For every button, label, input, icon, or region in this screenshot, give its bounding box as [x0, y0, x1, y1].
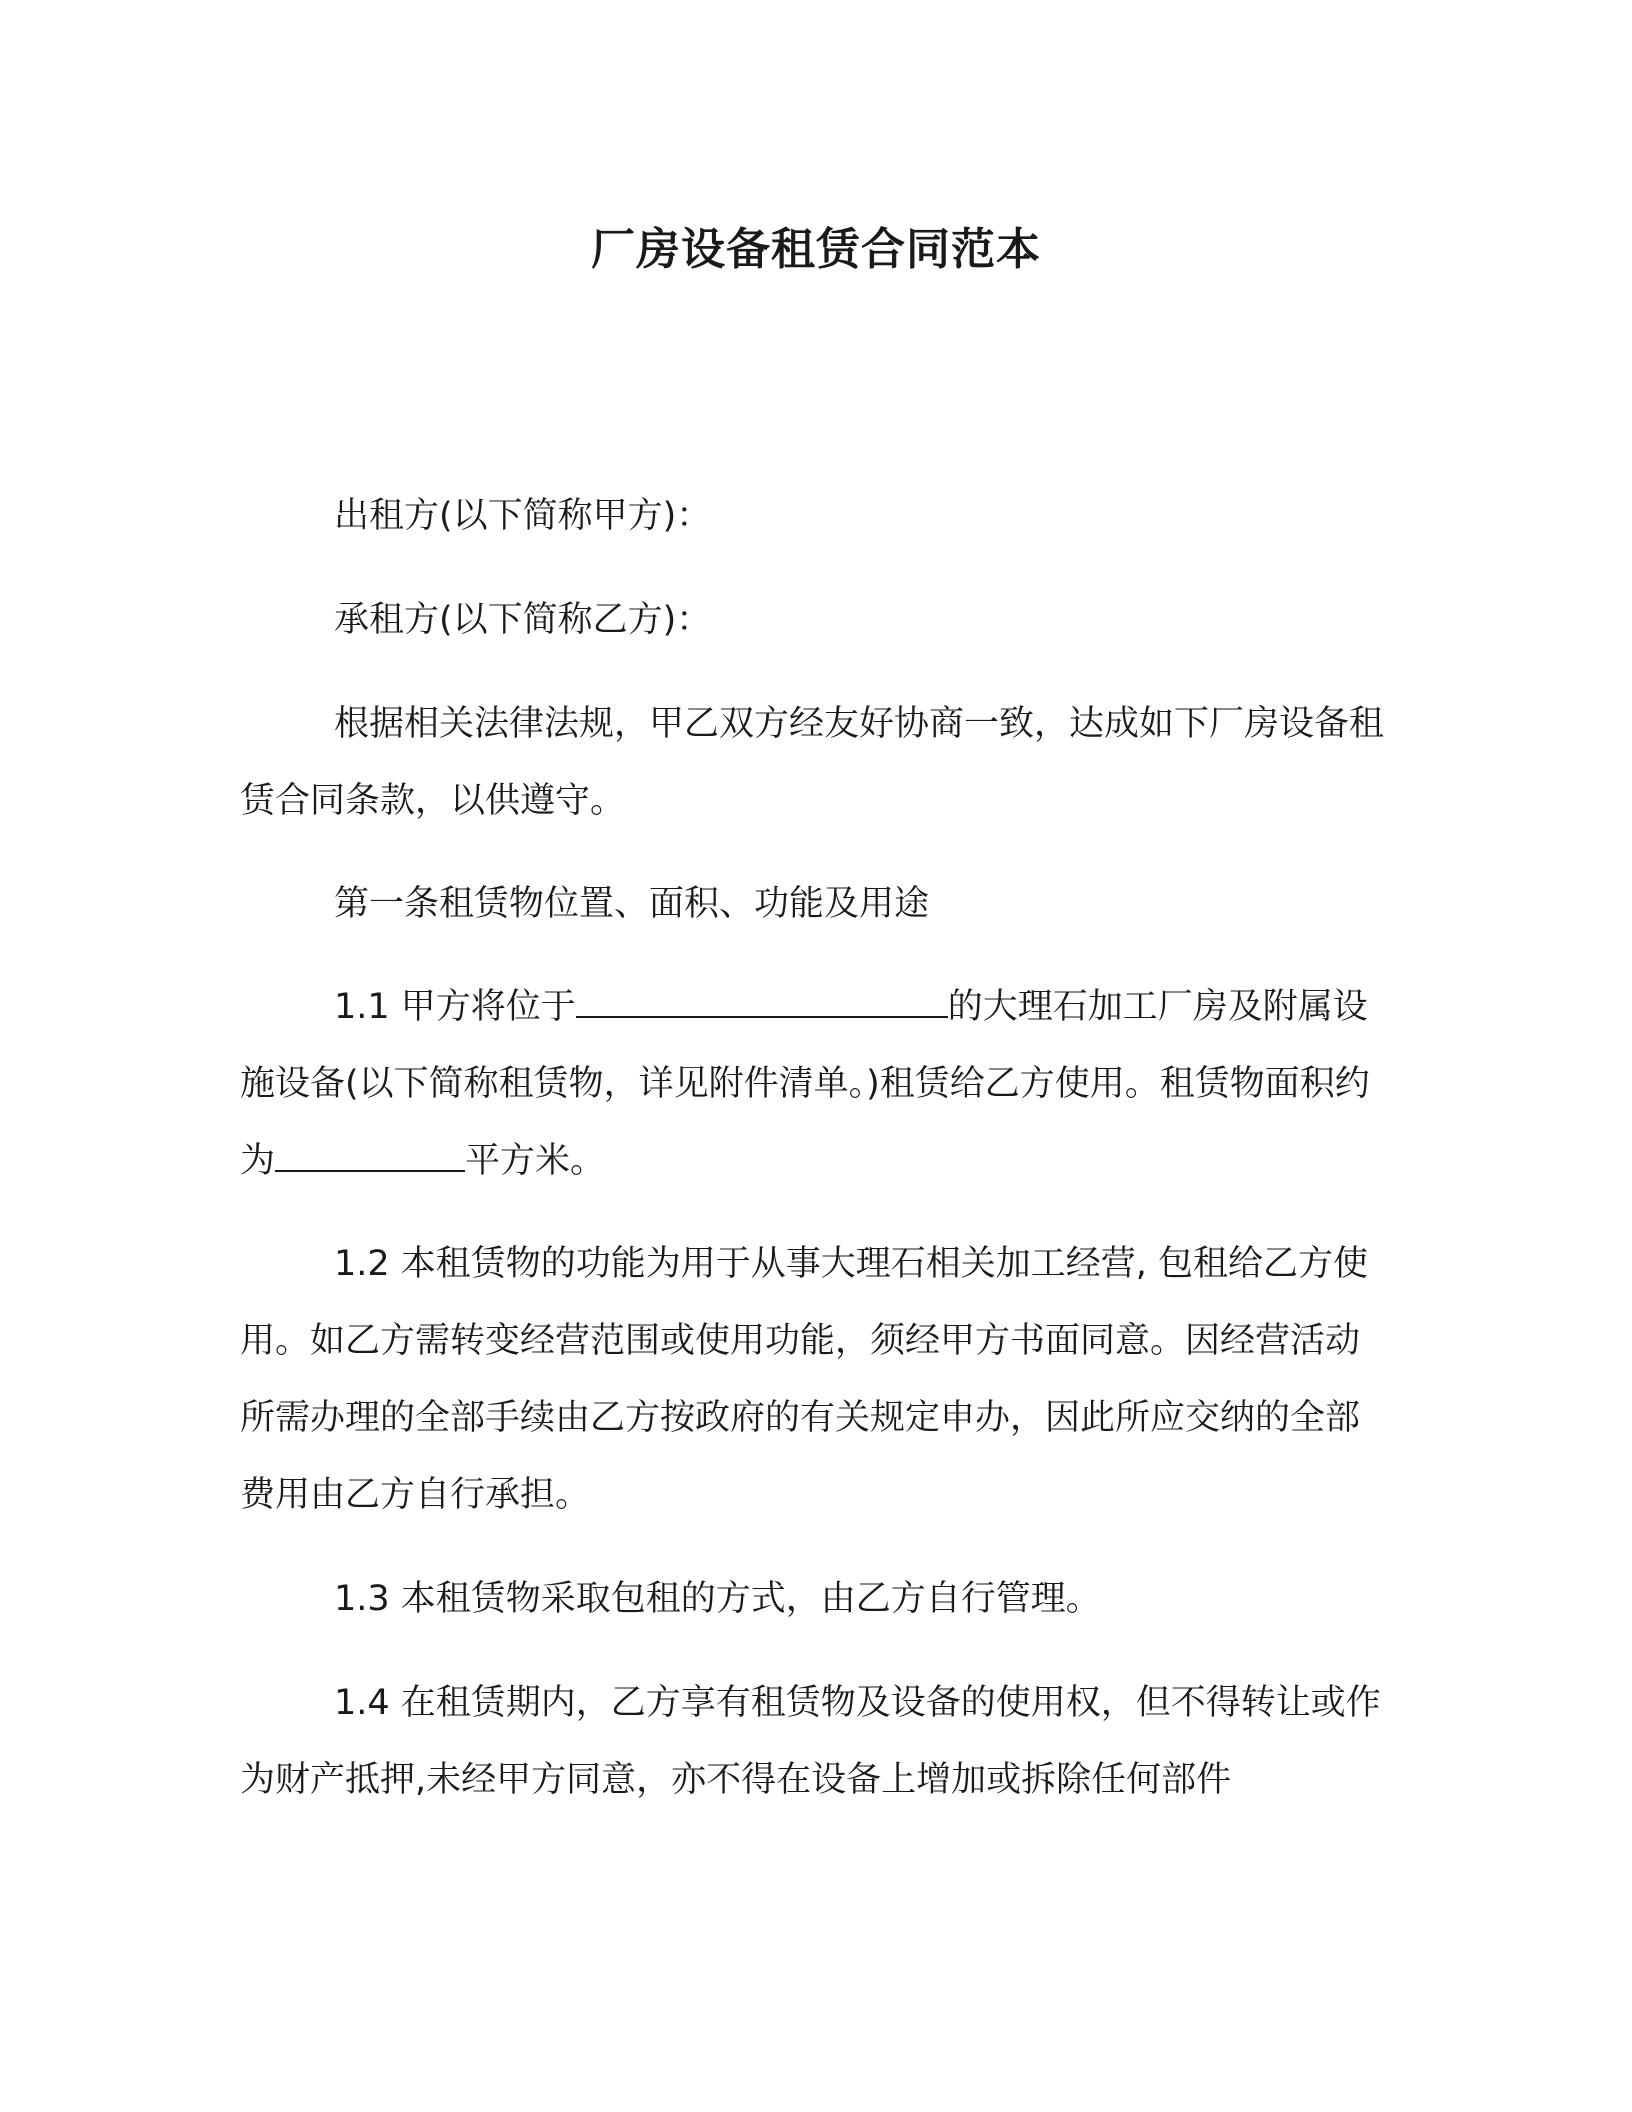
- lessor-line: 出租方(以下简称甲方)：: [334, 496, 712, 536]
- preamble-paragraph: 根据相关法律法规，甲乙双方经友好协商一致，达成如下厂房设备租赁合同条款，以供遵守。: [240, 704, 1385, 821]
- clause-1-1-part2: 的大理石加工厂房及附属设施设备(以下简称租赁物，详见附件清单。)租赁给乙方使用。租赁物面积约为: [240, 987, 1370, 1181]
- document-title: 厂房设备租赁合同范本: [591, 224, 1041, 275]
- lessee-line: 承租方(以下简称乙方)：: [334, 600, 712, 640]
- location-blank: [576, 986, 948, 1018]
- clause-1-1-part3: 平方米。: [465, 1141, 606, 1181]
- article-1-heading: 第一条租赁物位置、面积、功能及用途: [334, 884, 930, 924]
- clause-1-1: [240, 969, 1392, 1200]
- clause-1-2: 1.2 本租赁物的功能为用于从事大理石相关加工经营, 包租给乙方使用。如乙方需转变经营范围或使用功能，须经甲方书面同意。因经营活动所需办理的全部手续由乙方按政府的有关规定申办，因此所应交纳的全部费用由乙方自行承担。: [240, 1244, 1369, 1515]
- clause-1-1-part1: 1.1 甲方将位于: [334, 987, 576, 1027]
- area-blank: [275, 1140, 465, 1172]
- clause-1-4: 1.4 在租赁期内，乙方享有租赁物及设备的使用权，但不得转让或作为财产抵押,未经甲方同意，亦不得在设备上增加或拆除任何部件: [240, 1683, 1381, 1800]
- clause-1-3: 1.3 本租赁物采取包租的方式，由乙方自行管理。: [334, 1579, 1101, 1619]
